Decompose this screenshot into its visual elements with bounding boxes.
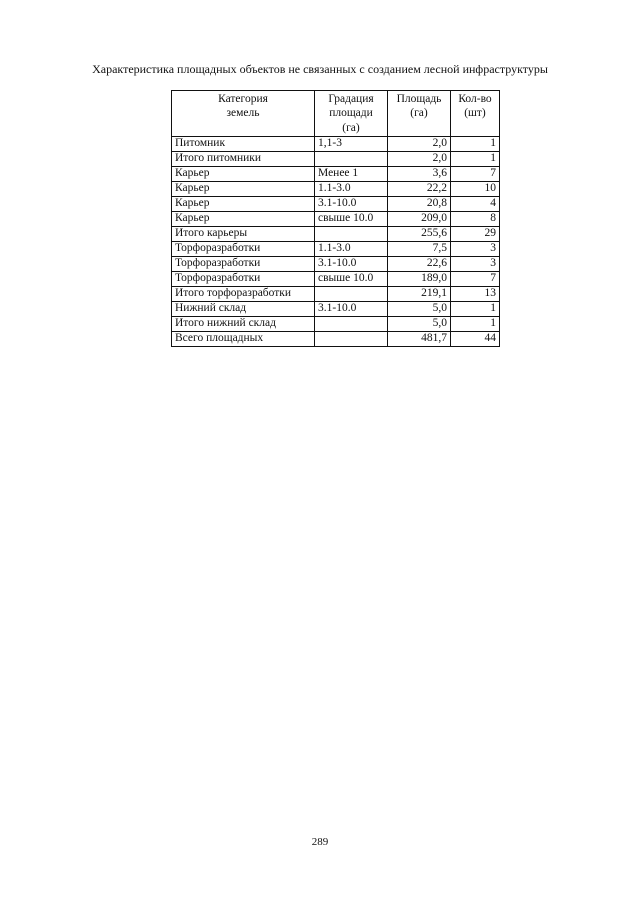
cell-category: Карьер (172, 196, 315, 211)
cell-area: 5,0 (388, 316, 451, 331)
table-header-row (172, 91, 500, 137)
table-row (172, 136, 500, 151)
cell-count: 10 (451, 181, 500, 196)
cell-grade: свыше 10.0 (315, 211, 388, 226)
header-grade-line-2: площади (329, 107, 373, 120)
table-row (172, 301, 500, 316)
cell-grade (315, 331, 388, 346)
cell-category: Итого питомники (172, 151, 315, 166)
cell-area: 5,0 (388, 301, 451, 316)
header-area-line-1: Площадь (396, 93, 442, 105)
cell-count: 29 (451, 226, 500, 241)
table-row (172, 151, 500, 166)
header-grade (315, 91, 388, 137)
table-row (172, 271, 500, 286)
cell-category: Торфоразработки (172, 256, 315, 271)
cell-area: 22,6 (388, 256, 451, 271)
cell-category: Итого торфоразработки (172, 286, 315, 301)
table-row (172, 241, 500, 256)
table-row (172, 211, 500, 226)
header-category-line-2: земель (226, 107, 260, 120)
cell-grade: свыше 10.0 (315, 271, 388, 286)
cell-count: 3 (451, 256, 500, 271)
table-row (172, 256, 500, 271)
cell-grade: 1.1-3.0 (315, 181, 388, 196)
table-row (172, 226, 500, 241)
cell-grade: 1,1-3 (315, 136, 388, 151)
cell-category: Итого карьеры (172, 226, 315, 241)
land-objects-table (171, 90, 500, 347)
header-area-line-2: (га) (410, 107, 428, 120)
cell-count: 3 (451, 241, 500, 256)
table-header (172, 91, 500, 137)
cell-category: Итого нижний склад (172, 316, 315, 331)
cell-grade (315, 316, 388, 331)
cell-count: 4 (451, 196, 500, 211)
header-count-line-1: Кол-во (458, 93, 492, 105)
cell-count: 1 (451, 316, 500, 331)
page-title: Характеристика площадных объектов не связанных с созданием лесной инфраструктуры (92, 62, 548, 76)
table-row (172, 166, 500, 181)
cell-grade: 1.1-3.0 (315, 241, 388, 256)
cell-category: Карьер (172, 166, 315, 181)
cell-count: 13 (451, 286, 500, 301)
cell-category: Карьер (172, 181, 315, 196)
cell-category: Питомник (172, 136, 315, 151)
cell-count: 8 (451, 211, 500, 226)
cell-category: Торфоразработки (172, 271, 315, 286)
cell-grade: 3.1-10.0 (315, 301, 388, 316)
cell-grade (315, 151, 388, 166)
cell-grade: 3.1-10.0 (315, 256, 388, 271)
cell-area: 2,0 (388, 136, 451, 151)
table-row (172, 181, 500, 196)
table-row (172, 196, 500, 211)
cell-category: Всего площадных (172, 331, 315, 346)
header-grade-line-3: (га) (342, 121, 360, 134)
header-count-line-2: (шт) (464, 107, 486, 120)
cell-grade (315, 286, 388, 301)
cell-category: Торфоразработки (172, 241, 315, 256)
cell-area: 255,6 (388, 226, 451, 241)
header-area (388, 91, 451, 137)
cell-area: 3,6 (388, 166, 451, 181)
header-category-line-1: Категория (218, 93, 268, 105)
table-row (172, 316, 500, 331)
cell-grade: 3.1-10.0 (315, 196, 388, 211)
cell-count: 7 (451, 271, 500, 286)
table-row (172, 286, 500, 301)
cell-category: Карьер (172, 211, 315, 226)
header-category (172, 91, 315, 137)
table-body (172, 136, 500, 346)
cell-category: Нижний склад (172, 301, 315, 316)
cell-area: 481,7 (388, 331, 451, 346)
cell-area: 209,0 (388, 211, 451, 226)
cell-grade (315, 226, 388, 241)
cell-grade: Менее 1 (315, 166, 388, 181)
cell-count: 1 (451, 151, 500, 166)
cell-area: 2,0 (388, 151, 451, 166)
page-number: 289 (311, 836, 329, 848)
table-row (172, 331, 500, 346)
cell-area: 219,1 (388, 286, 451, 301)
header-count (451, 91, 500, 137)
cell-area: 7,5 (388, 241, 451, 256)
cell-area: 22,2 (388, 181, 451, 196)
cell-count: 7 (451, 166, 500, 181)
header-grade-line-1: Градация (328, 93, 374, 105)
cell-count: 1 (451, 136, 500, 151)
cell-area: 20,8 (388, 196, 451, 211)
cell-count: 44 (451, 331, 500, 346)
cell-count: 1 (451, 301, 500, 316)
cell-area: 189,0 (388, 271, 451, 286)
